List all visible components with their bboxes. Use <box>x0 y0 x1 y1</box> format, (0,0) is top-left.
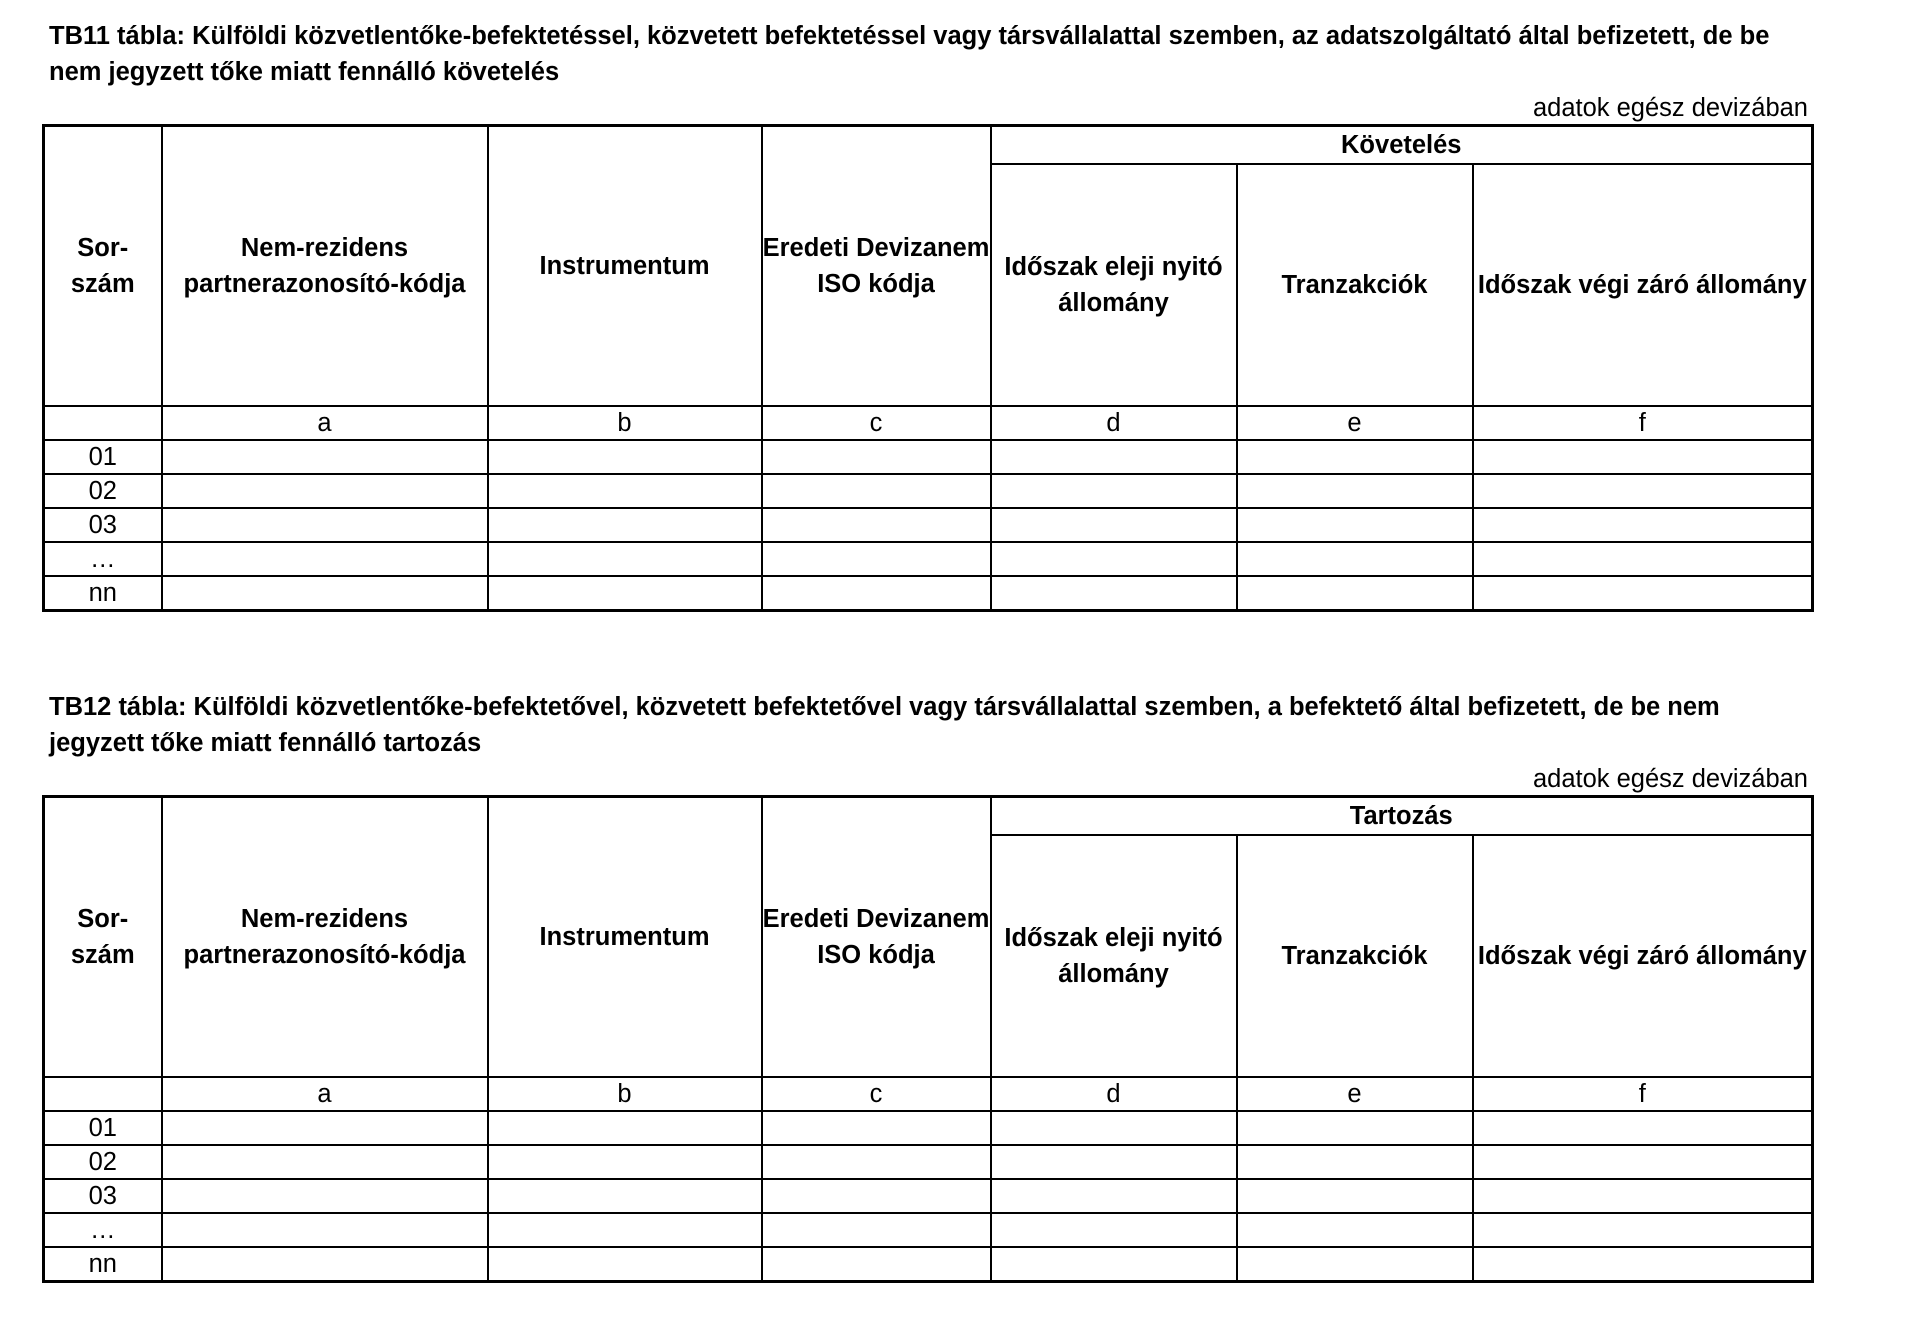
data-cell[interactable] <box>488 474 762 508</box>
letter-cell: d <box>991 1077 1237 1111</box>
data-cell[interactable] <box>991 474 1237 508</box>
sorszam-label: Sor- szám <box>70 234 135 298</box>
data-cell[interactable] <box>162 440 488 474</box>
opening-header: Időszak eleji nyitó állomány <box>991 164 1237 406</box>
row-number: 03 <box>44 508 162 542</box>
instrument-header: Instrumentum <box>488 797 762 1078</box>
row-number: nn <box>44 576 162 611</box>
data-cell[interactable] <box>1473 440 1813 474</box>
table-row <box>44 508 1813 542</box>
tb11-section <box>42 18 1812 612</box>
table-row <box>44 542 1813 576</box>
data-cell[interactable] <box>991 542 1237 576</box>
data-cell[interactable] <box>488 542 762 576</box>
data-cell[interactable] <box>488 1213 762 1247</box>
data-cell[interactable] <box>1237 440 1473 474</box>
letter-cell: d <box>991 406 1237 440</box>
data-cell[interactable] <box>762 542 991 576</box>
transactions-header: Tranzakciók <box>1237 164 1473 406</box>
letter-cell: c <box>762 406 991 440</box>
row-number: 01 <box>44 440 162 474</box>
row-number: … <box>44 1213 162 1247</box>
tb12-section <box>42 689 1812 1283</box>
data-cell[interactable] <box>488 1145 762 1179</box>
data-cell[interactable] <box>991 1247 1237 1282</box>
data-cell[interactable] <box>762 1213 991 1247</box>
data-cell[interactable] <box>1237 1179 1473 1213</box>
data-cell[interactable] <box>991 508 1237 542</box>
data-cell[interactable] <box>1473 474 1813 508</box>
letter-cell: e <box>1237 1077 1473 1111</box>
table-row <box>44 1213 1813 1247</box>
data-cell[interactable] <box>162 1179 488 1213</box>
table-row <box>44 474 1813 508</box>
closing-header: Időszak végi záró állomány <box>1473 835 1813 1077</box>
data-cell[interactable] <box>991 1213 1237 1247</box>
data-cell[interactable] <box>162 1111 488 1145</box>
data-cell[interactable] <box>762 576 991 611</box>
data-cell[interactable] <box>488 576 762 611</box>
data-cell[interactable] <box>762 440 991 474</box>
data-cell[interactable] <box>162 1213 488 1247</box>
letter-row <box>44 406 1813 440</box>
tb11-table <box>42 124 1814 612</box>
data-cell[interactable] <box>1237 508 1473 542</box>
tb12-table <box>42 795 1814 1283</box>
sorszam-header <box>44 126 162 407</box>
table-row <box>44 1111 1813 1145</box>
letter-cell <box>44 406 162 440</box>
row-number: nn <box>44 1247 162 1282</box>
data-cell[interactable] <box>162 1145 488 1179</box>
data-cell[interactable] <box>488 1179 762 1213</box>
data-cell[interactable] <box>1237 1213 1473 1247</box>
closing-header: Időszak végi záró állomány <box>1473 164 1813 406</box>
opening-header: Időszak eleji nyitó állomány <box>991 835 1237 1077</box>
letter-cell: b <box>488 1077 762 1111</box>
data-cell[interactable] <box>991 1145 1237 1179</box>
table-row <box>44 576 1813 611</box>
data-cell[interactable] <box>488 440 762 474</box>
data-cell[interactable] <box>1473 1179 1813 1213</box>
row-number: 02 <box>44 1145 162 1179</box>
instrument-header: Instrumentum <box>488 126 762 407</box>
partner-header: Nem-rezidens partnerazonosító-kódja <box>162 797 488 1078</box>
letter-cell: f <box>1473 406 1813 440</box>
data-cell[interactable] <box>1237 474 1473 508</box>
data-cell[interactable] <box>1237 576 1473 611</box>
data-cell[interactable] <box>488 1247 762 1282</box>
data-cell[interactable] <box>1237 1111 1473 1145</box>
data-cell[interactable] <box>991 1111 1237 1145</box>
letter-cell: c <box>762 1077 991 1111</box>
letter-row <box>44 1077 1813 1111</box>
table-row <box>44 440 1813 474</box>
data-cell[interactable] <box>162 576 488 611</box>
row-number: … <box>44 542 162 576</box>
partner-header: Nem-rezidens partnerazonosító-kódja <box>162 126 488 407</box>
letter-cell <box>44 1077 162 1111</box>
tb12-title: TB12 tábla: Külföldi közvetlentőke-befektetővel, közvetett befektetővel vagy társvállalattal szemben, a befektető által befizetett, de be nem jegyzett tőke miatt fennálló tartozás <box>49 693 1720 757</box>
data-cell[interactable] <box>1473 576 1813 611</box>
data-cell[interactable] <box>991 1179 1237 1213</box>
data-cell[interactable] <box>1473 542 1813 576</box>
group-header: Tartozás <box>991 797 1813 836</box>
data-cell[interactable] <box>162 508 488 542</box>
data-cell[interactable] <box>991 440 1237 474</box>
letter-cell: f <box>1473 1077 1813 1111</box>
data-cell[interactable] <box>488 508 762 542</box>
data-cell[interactable] <box>1237 1247 1473 1282</box>
data-cell[interactable] <box>762 1247 991 1282</box>
row-number: 01 <box>44 1111 162 1145</box>
data-cell[interactable] <box>762 1111 991 1145</box>
letter-cell: a <box>162 1077 488 1111</box>
data-cell[interactable] <box>762 1179 991 1213</box>
data-cell[interactable] <box>162 542 488 576</box>
data-cell[interactable] <box>1473 1213 1813 1247</box>
data-cell[interactable] <box>1473 508 1813 542</box>
group-header: Követelés <box>991 126 1813 165</box>
sorszam-header <box>44 797 162 1078</box>
data-cell[interactable] <box>162 1247 488 1282</box>
data-cell[interactable] <box>762 1145 991 1179</box>
data-cell[interactable] <box>1473 1111 1813 1145</box>
table-row <box>44 1247 1813 1282</box>
tb12-unit-note: adatok egész devizában <box>1532 765 1808 793</box>
table-row <box>44 1145 1813 1179</box>
tb11-unit-note: adatok egész devizában <box>1532 94 1808 122</box>
currency-header: Eredeti Devizanem ISO kódja <box>762 797 991 1078</box>
data-cell[interactable] <box>1473 1145 1813 1179</box>
currency-header: Eredeti Devizanem ISO kódja <box>762 126 991 407</box>
data-cell[interactable] <box>1473 1247 1813 1282</box>
row-number: 03 <box>44 1179 162 1213</box>
data-cell[interactable] <box>762 508 991 542</box>
data-cell[interactable] <box>162 474 488 508</box>
letter-cell: a <box>162 406 488 440</box>
table-row <box>44 1179 1813 1213</box>
data-cell[interactable] <box>1237 1145 1473 1179</box>
sorszam-label: Sor- szám <box>70 905 135 969</box>
letter-cell: b <box>488 406 762 440</box>
letter-cell: e <box>1237 406 1473 440</box>
tb11-title: TB11 tábla: Külföldi közvetlentőke-befektetéssel, közvetett befektetéssel vagy társvállalattal szemben, az adatszolgáltató által befizetett, de be nem jegyzett tőke miatt fennálló követelés <box>49 22 1770 86</box>
data-cell[interactable] <box>488 1111 762 1145</box>
data-cell[interactable] <box>762 474 991 508</box>
data-cell[interactable] <box>1237 542 1473 576</box>
data-cell[interactable] <box>991 576 1237 611</box>
transactions-header: Tranzakciók <box>1237 835 1473 1077</box>
row-number: 02 <box>44 474 162 508</box>
